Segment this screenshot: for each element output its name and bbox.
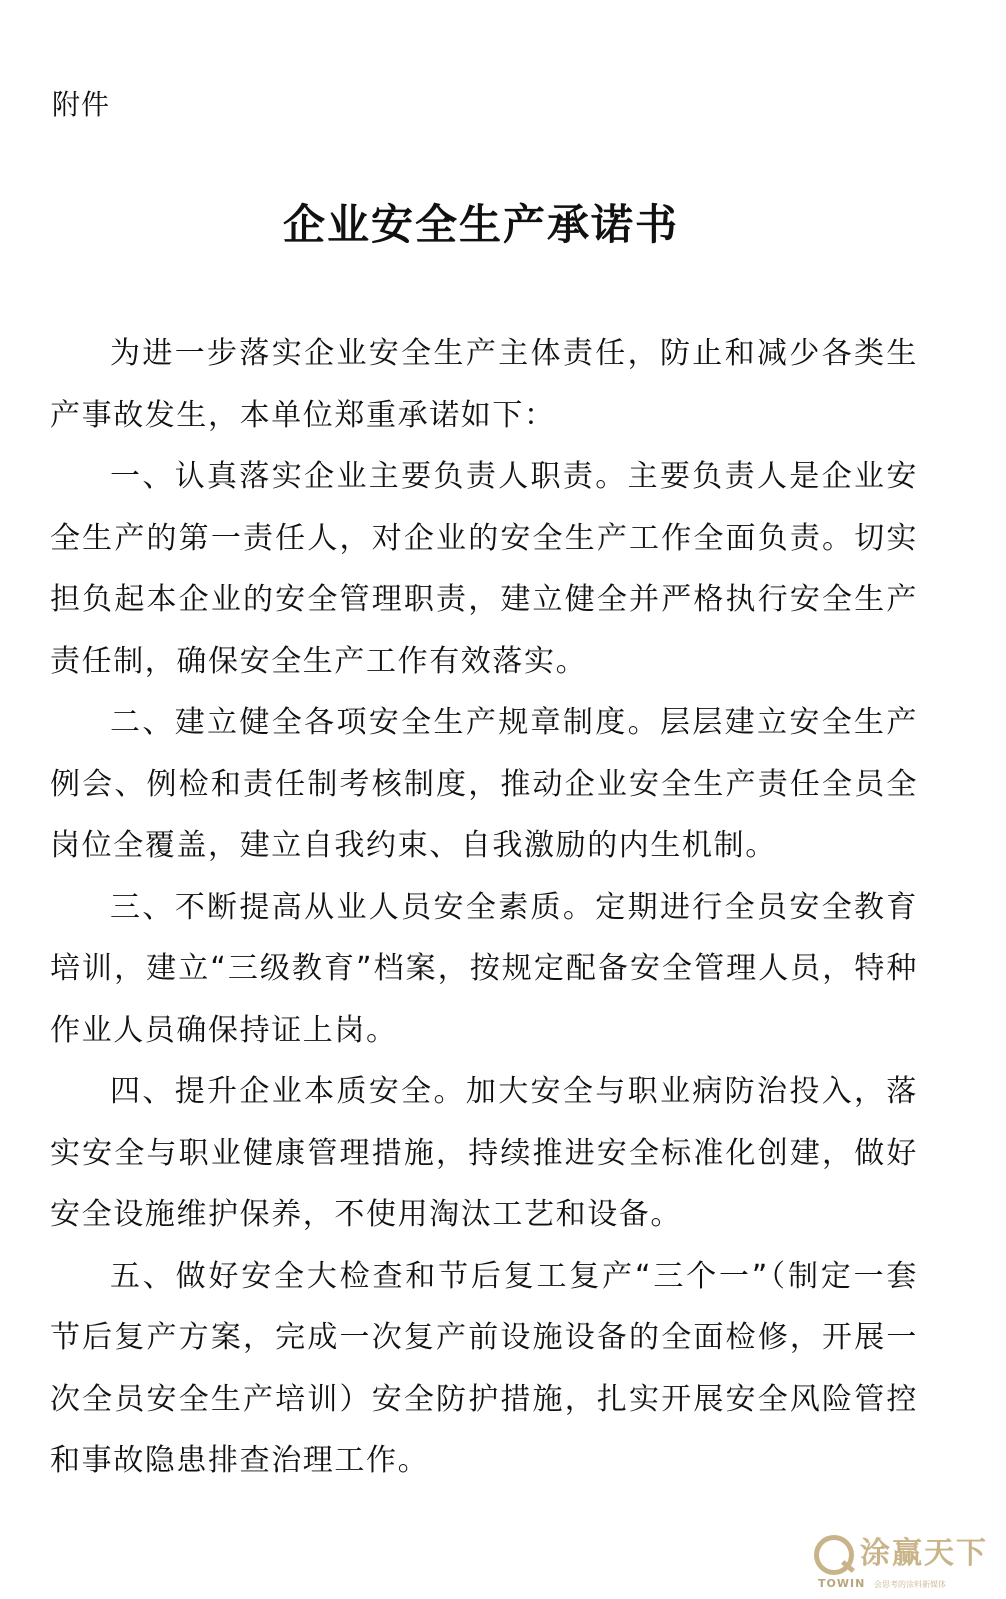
watermark-logo <box>814 1529 994 1593</box>
document-title: 企业安全生产承诺书 <box>282 200 679 249</box>
clause-4-paragraph: 四、提升企业本质安全。加大安全与职业病防治投入，落实安全与职业健康管理措施，持续推进安全标准化创建，做好安全设施维护保养，不使用淘汰工艺和设备。 <box>50 1074 918 1232</box>
document-body <box>50 323 918 1492</box>
clause-1-paragraph: 一、认真落实企业主要负责人职责。主要负责人是企业安全生产的第一责任人，对企业的安全生产工作全面负责。切实担负起本企业的安全管理职责，建立健全并严格执行安全生产责任制，确保安全生产工作有效落实。 <box>50 459 918 679</box>
clause-2-paragraph: 二、建立健全各项安全生产规章制度。层层建立安全生产例会、例检和责任制考核制度，推动企业安全生产责任全员全岗位全覆盖，建立自我约束、自我激励的内生机制。 <box>50 705 918 863</box>
clause-5-paragraph: 五、做好安全大检查和节后复工复产“三个一”（制定一套节后复产方案，完成一次复产前设施设备的全面检修，开展一次全员安全生产培训）安全防护措施，扎实开展安全风险管控和事故隐患排查治理工作。 <box>50 1258 918 1478</box>
watermark-tagline: 会思考的涂料新媒体 <box>874 1580 946 1589</box>
attachment-label: 附件 <box>52 88 111 121</box>
watermark-brand: TOWIN <box>818 1577 866 1590</box>
watermark-text: 涂赢天下 <box>860 1536 988 1571</box>
clause-3-paragraph: 三、不断提高从业人员安全素质。定期进行全员安全教育培训，建立“三级教育”档案，按规定配备安全管理人员，特种作业人员确保持证上岗。 <box>50 889 918 1048</box>
watermark-q-icon <box>814 1535 854 1575</box>
intro-paragraph: 为进一步落实企业安全生产主体责任，防止和减少各类生产事故发生，本单位郑重承诺如下： <box>50 336 918 433</box>
